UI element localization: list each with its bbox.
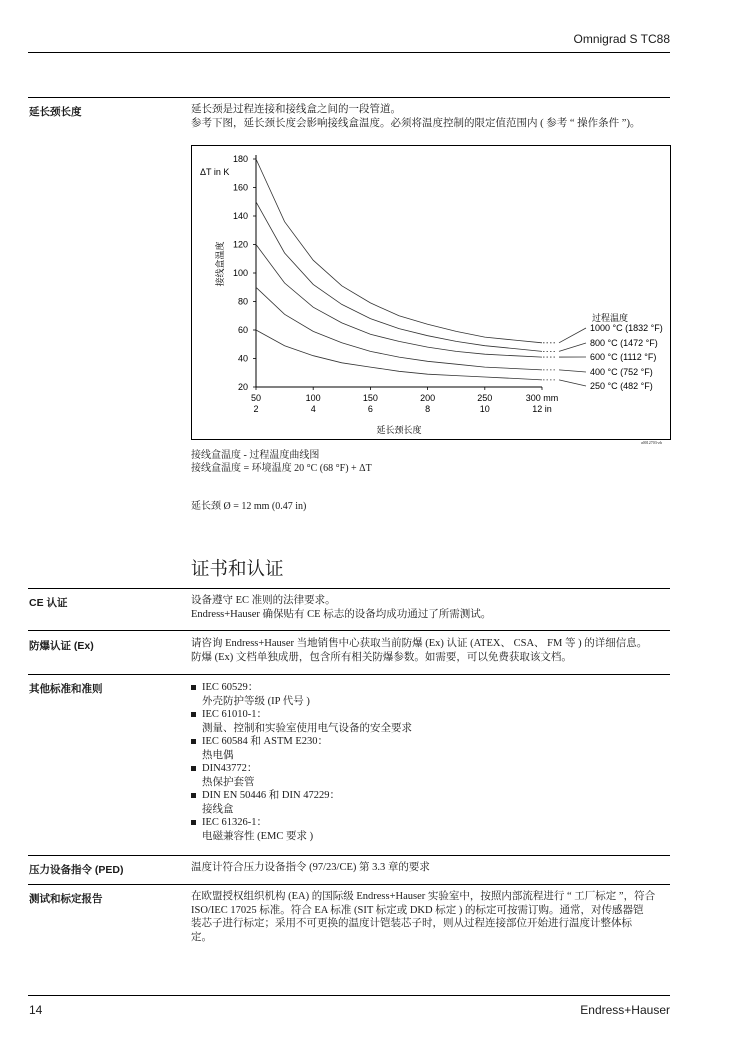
standard-title: IEC 60529： [202,682,259,693]
section-divider [28,97,670,98]
ce-text [191,594,671,621]
ce-line-2: Endress+Hauser 确保贴有 CE 标志的设备均成功通过了所需测试。 [191,608,492,620]
standard-item [191,762,671,789]
temperature-chart [191,145,671,440]
series-leader [559,380,586,386]
row-divider [28,884,670,885]
standard-title: DIN43772： [202,763,258,774]
calibration-text [191,890,671,944]
row-divider [28,588,670,589]
x-tick-label-inch: 12 in [532,404,552,414]
y-tick-label: 100 [232,268,248,278]
standard-desc: 电磁兼容性 (EMC 要求 ) [202,830,314,842]
standard-desc: 外壳防护等级 (IP 代号 ) [202,695,310,707]
standard-item [191,816,671,843]
y-tick-label: 40 [237,353,248,364]
y-tick-label: 20 [237,382,248,392]
standard-title: IEC 60584 和 ASTM E230： [202,736,328,747]
y-tick-label: 180 [232,154,248,164]
y-tick-label: 60 [237,325,248,335]
calibration-line-2: ISO/IEC 17025 标准。符合 EA 标准 (SIT 标定或 DKD 标定 ) 的标定可按需订购。通常，对传感器铠 [191,904,644,916]
ex-label: 防爆认证 (Ex) [29,640,94,652]
standard-desc: 热保护套管 [202,776,255,788]
row-divider [28,855,670,856]
certificates-title: 证书和认证 [191,560,284,580]
footer-brand: Endress+Hauser [580,1003,670,1017]
calibration-line-3: 装芯子进行标定；采用不可更换的温度计铠装芯子时，则从过程连接部位开始进行温度计整体标 [191,918,632,929]
x-tick-label-inch: 6 [367,404,373,414]
standard-desc: 接线盒 [202,803,234,815]
x-tick-label-inch: 2 [253,404,259,414]
page-number: 14 [29,1003,43,1017]
chart-caption [191,449,372,475]
series-leader [559,328,586,343]
standards-text [191,681,671,843]
y-tick-label: 80 [237,296,248,307]
y-tick-label: 140 [232,211,248,221]
ped-line-1: 温度计符合压力设备指令 (97/23/CE) 第 3.3 章的要求 [191,862,430,873]
chart-labels [200,154,663,435]
ce-line-1: 设备遵守 EC 准则的法律要求。 [191,595,336,606]
extension-line-2: 参考下图，延长颈长度会影响接线盒温度。必须将温度控制的限定值范围内 ( 参考 “ 操作条件 ”)。 [191,117,641,129]
series-label: 400 °C (752 °F) [590,367,653,377]
ex-line-1: 请咨询 Endress+Hauser 当地销售中心获取当前防爆 (Ex) 认证 (ATEX、 CSA、 FM 等 ) 的详细信息。 [191,638,648,649]
header-rule [28,52,670,53]
standard-desc: 热电偶 [202,749,234,761]
y-tick-label: 160 [232,182,248,193]
extension-description [191,103,671,130]
standard-item [191,789,671,816]
y-axis-title: 接线盒温度 [215,241,225,287]
series-line [256,245,542,358]
caption-line-2: 接线盒温度 = 环境温度 20 °C (68 °F) + ΔT [191,463,372,474]
series-label: 1000 °C (1832 °F) [590,323,663,333]
x-tick-label-mm: 100 [305,393,321,403]
x-tick-label-mm: 150 [362,393,378,403]
series-label: 800 °C (1472 °F) [590,338,658,348]
standard-title: DIN EN 50446 和 DIN 47229： [202,790,340,801]
caption-line-1: 接线盒温度 - 过程温度曲线图 [191,450,320,461]
footer-rule [28,995,670,996]
chart-code: a0012703-zh [641,440,662,445]
x-tick-label-inch: 4 [310,404,316,414]
x-tick-label-inch: 8 [425,404,431,414]
standard-item [191,708,671,735]
diameter-note: 延长颈 Ø = 12 mm (0.47 in) [191,501,307,512]
standard-desc: 测量、控制和实验室使用电气设备的安全要求 [202,722,412,734]
series-leader [559,370,586,372]
calibration-line-1: 在欧盟授权组织机构 (EA) 的国际级 Endress+Hauser 实验室中，按照内部流程进行 “ 工厂标定 ”，符合 [191,891,656,902]
standard-item [191,735,671,762]
x-tick-label-mm: 50 [250,393,262,403]
chart-lines [256,159,586,386]
y-unit-label: ΔT in K [200,167,230,177]
document-title: Omnigrad S TC88 [573,32,670,46]
y-tick-label: 120 [232,239,248,250]
standards-label: 其他标准和准则 [29,683,103,695]
x-axis-title: 延长颈长度 [376,425,422,435]
series-leader [559,343,586,351]
x-tick-label-mm: 250 [477,393,493,403]
series-line [256,202,542,352]
ped-label: 压力设备指令 (PED) [29,864,124,876]
row-divider [28,674,670,675]
x-tick-label-inch: 10 [479,404,490,414]
ped-text [191,861,671,875]
chart-svg [192,146,670,439]
series-label: 600 °C (1112 °F) [590,352,657,362]
ce-label: CE 认证 [29,597,68,609]
series-label: 250 °C (482 °F) [590,381,653,391]
series-line [256,159,542,343]
calibration-label: 测试和标定报告 [29,893,103,905]
standards-list [191,681,671,843]
extension-label: 延长颈长度 [29,106,82,118]
standard-title: IEC 61010-1： [202,709,268,720]
row-divider [28,630,670,631]
ex-line-2: 防爆 (Ex) 文档单独成册，包含所有相关防爆参数。如需要，可以免费获取该文档。 [191,651,572,663]
extension-line-1: 延长颈是过程连接和接线盒之间的一段管道。 [191,104,401,115]
ex-text [191,637,671,664]
legend-title: 过程温度 [592,313,629,323]
standard-item [191,681,671,708]
x-tick-label-mm: 200 [420,393,436,403]
standard-title: IEC 61326-1： [202,817,268,828]
calibration-line-4: 定。 [191,931,212,943]
x-tick-label-mm: 300 mm [525,393,559,403]
